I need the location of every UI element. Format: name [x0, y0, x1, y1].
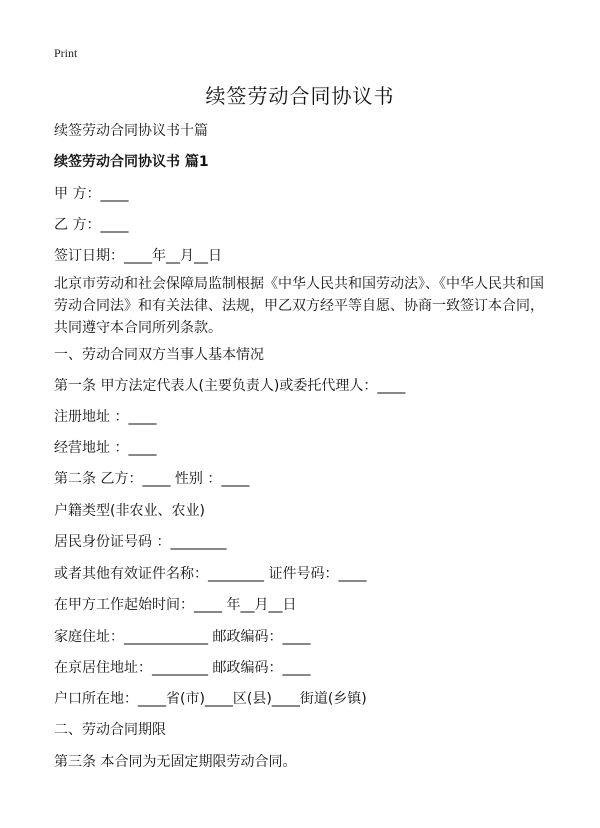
article-1-line: 第一条 甲方法定代表人(主要负责人)或委托代理人：____ — [54, 378, 406, 394]
article-3-line: 第三条 本合同为无固定期限劳动合同。 — [54, 754, 297, 770]
business-address-line: 经营地址 ：____ — [54, 440, 157, 456]
document-subtitle: 续签劳动合同协议书十篇 — [54, 123, 208, 139]
other-id-line: 或者其他有效证件名称：________ 证件号码：____ — [54, 566, 367, 582]
section-heading: 续签劳动合同协议书 篇1 — [54, 154, 209, 170]
beijing-address-line: 在京居住地址：________ 邮政编码：____ — [54, 660, 311, 676]
article-2-line: 第二条 乙方：____ 性别 ：____ — [54, 471, 250, 487]
part-1-heading: 一、劳动合同双方当事人基本情况 — [54, 347, 264, 363]
part-2-heading: 二、劳动合同期限 — [54, 722, 166, 738]
document-title: 续签劳动合同协议书 — [205, 84, 395, 108]
home-address-line: 家庭住址：____________ 邮政编码：____ — [54, 629, 311, 645]
print-link[interactable]: Print — [54, 46, 78, 60]
id-number-line: 居民身份证号码 ：________ — [54, 534, 227, 550]
intro-paragraph: 北京市劳动和社会保障局监制根据《中华人民共和国劳动法》、《中华人民共和国劳动合同法》和有关法律、法规，甲乙双方经平等自愿、协商一致签订本合同，共同遵守本合同所列条款。 — [54, 276, 544, 336]
registered-address-line: 注册地址 ：____ — [54, 409, 157, 425]
hukou-location-line: 户口所在地：____省(市)____区(县)____街道(乡镇) — [54, 691, 367, 707]
sign-date-line: 签订日期：____年__月__日 — [54, 248, 222, 264]
party-b-line: 乙 方：____ — [54, 217, 129, 233]
start-date-line: 在甲方工作起始时间：____ 年__月__日 — [54, 597, 297, 613]
party-a-line: 甲 方：____ — [54, 186, 129, 202]
hukou-type-line: 户籍类型(非农业、农业) — [54, 503, 205, 519]
